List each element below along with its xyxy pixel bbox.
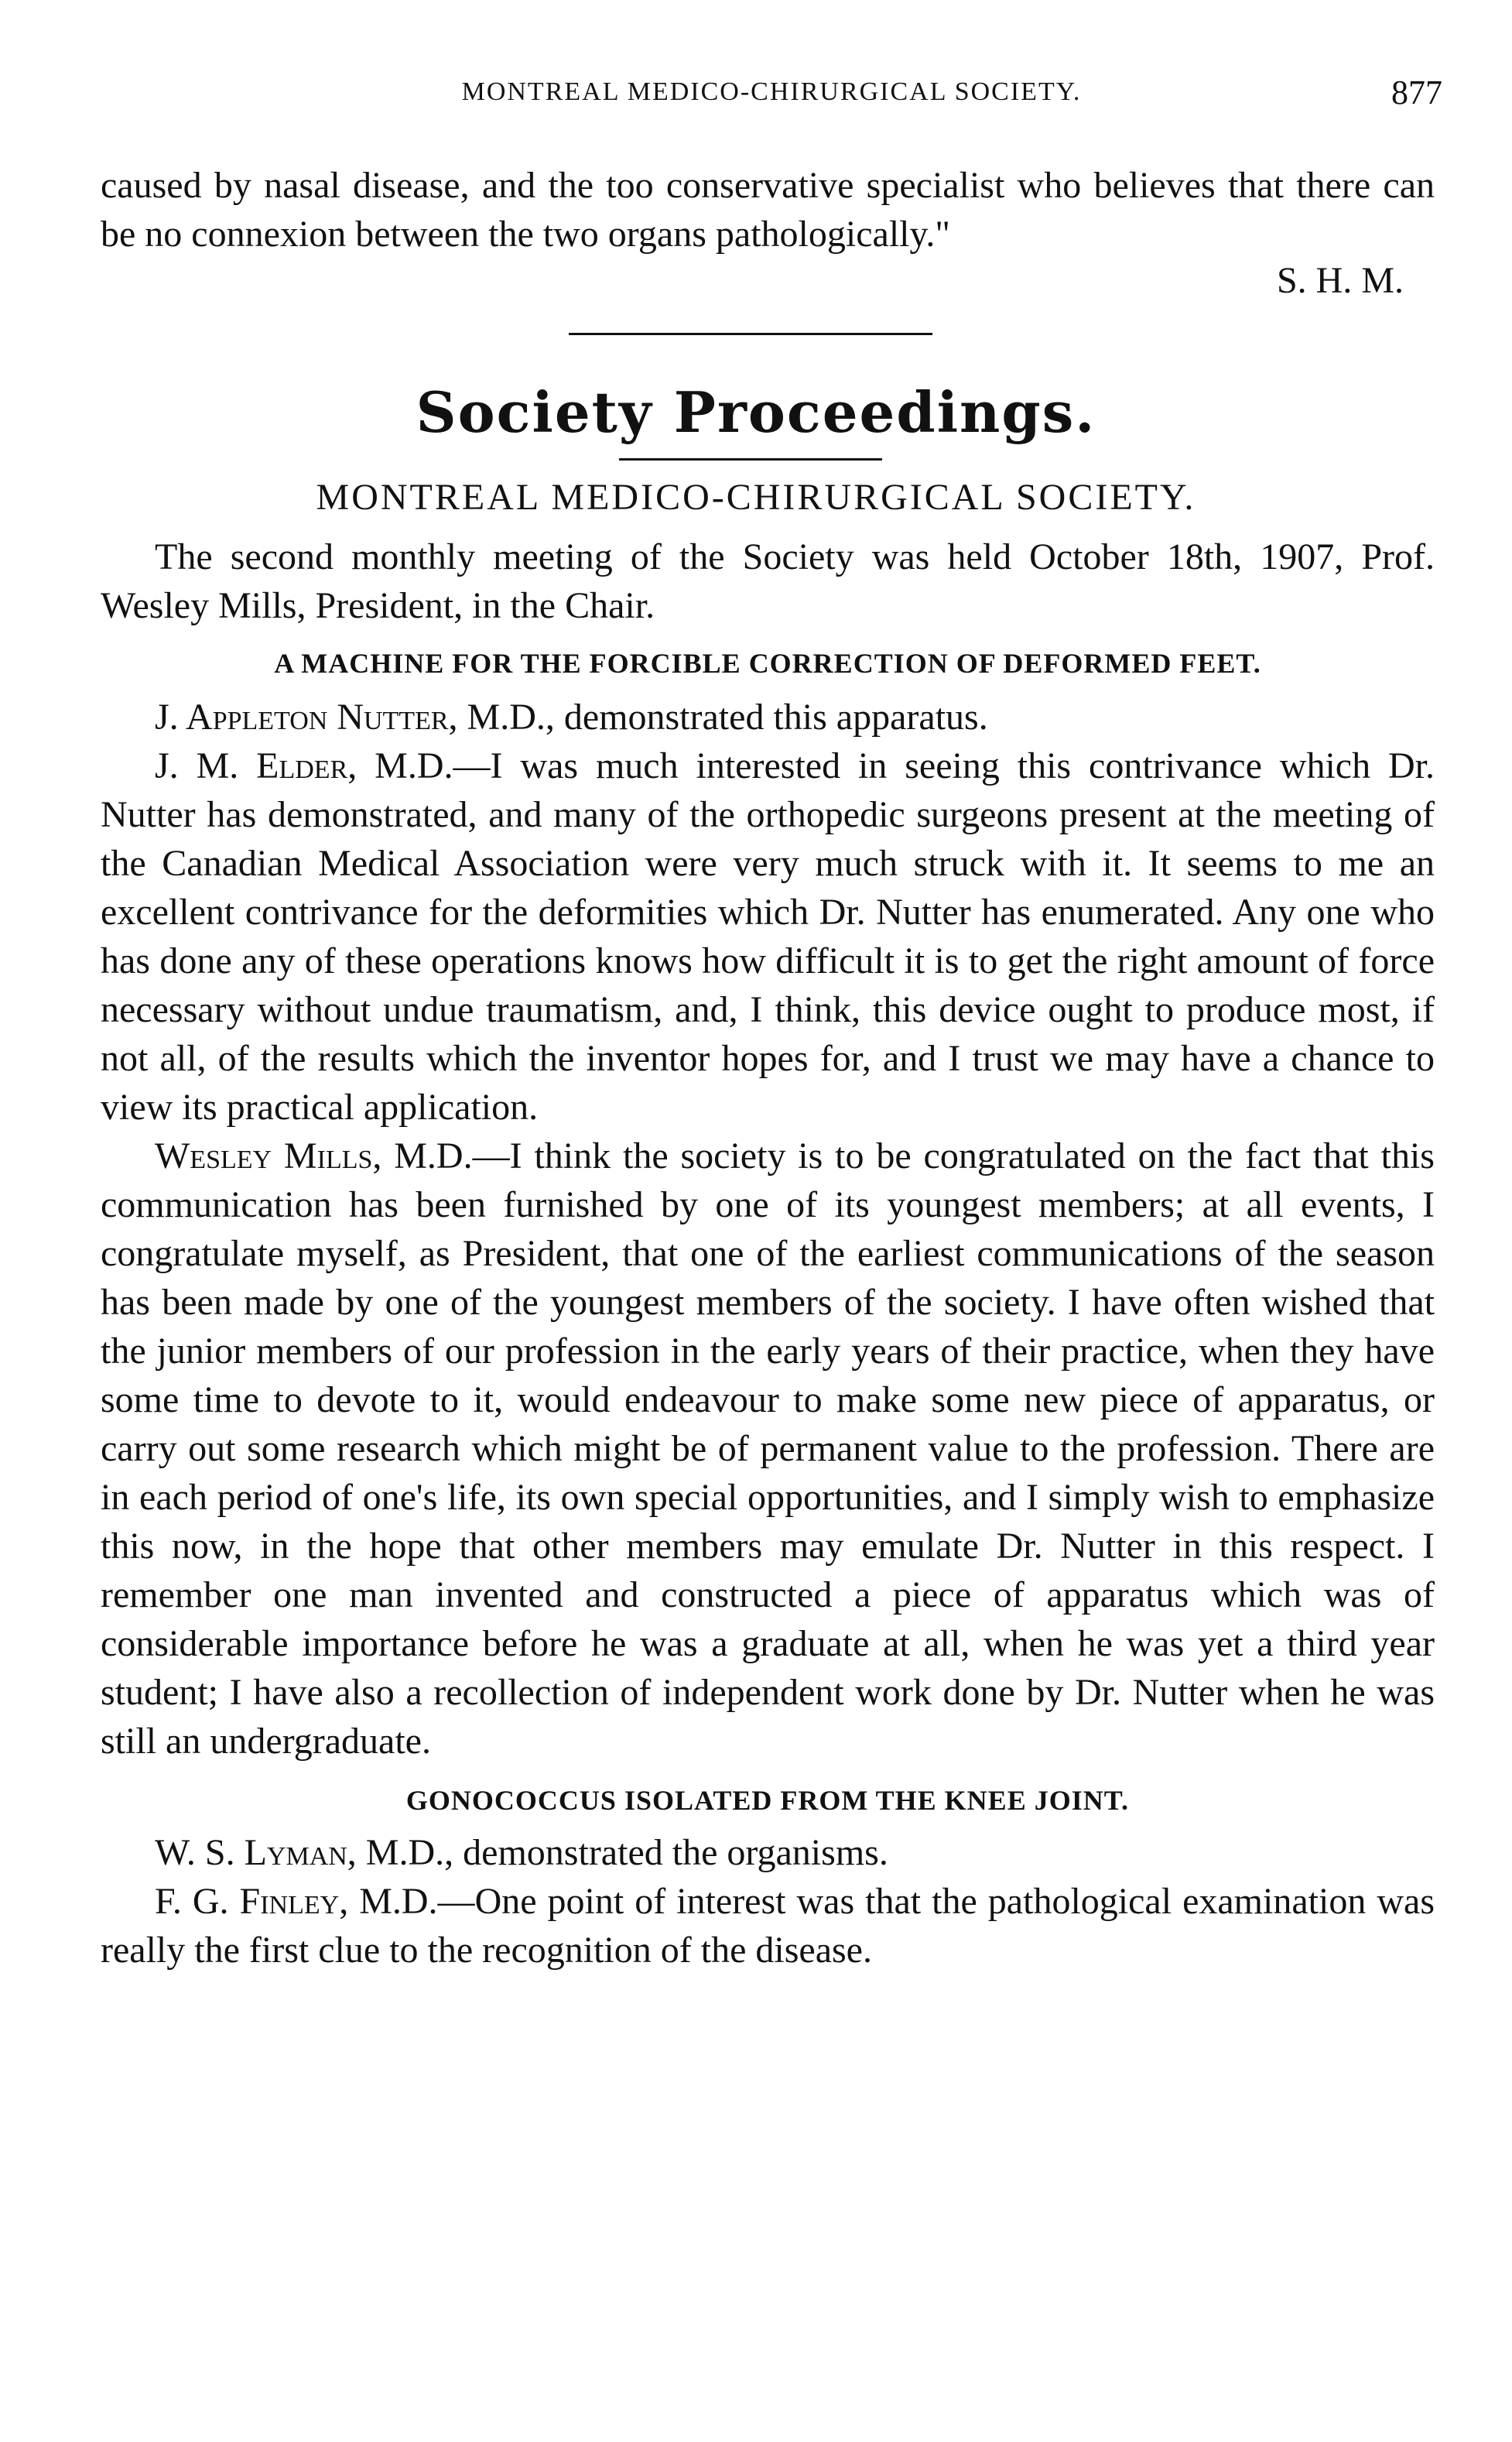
speaker-name: F. G. Finley, M.D. (155, 1881, 438, 1922)
paragraph-nutter (101, 693, 1435, 742)
paragraph-lyman (101, 1828, 1435, 1877)
speaker-name: W. S. Lyman, M.D. (155, 1832, 445, 1873)
speaker-name: J. Appleton Nutter, M.D. (155, 697, 546, 738)
paragraph-text: —One point of interest was that the pathological examination was really the first clue to the recognition of the disease. (101, 1881, 1435, 1971)
speaker-name: J. M. Elder, M.D. (155, 745, 453, 786)
meeting-paragraph: The second monthly meeting of the Society was held October 18th, 1907, Prof. Wesley Mills, President, in the Chair. (101, 536, 1435, 626)
divider-rule-top (569, 333, 932, 335)
signature: S. H. M. (1276, 260, 1404, 301)
paragraph-text: —I think the society is to be congratulated on the fact that this communication has been furnished by one of its youngest members; at all events, I congratulate myself, as President, that one of the earliest communications of the season has been made by one of the youngest members of the society. I have often wished that the junior members of our profession in the early years of their practice, when they have some time to devote to it, would endeavour to make some new piece of apparatus, or carry out some research which might be of permanent value to the profession. There are in each period of one's life, its own special opportunities, and I simply wish to emphasize this now, in the hope that other members may emulate Dr. Nutter in this respect. I remember one man invented and constructed a piece of apparatus which was of considerable importance before he was a graduate at all, when he was yet a third year student; I have also a recollection of independent work done by Dr. Nutter when he was still an undergraduate. (101, 1135, 1435, 1762)
paragraph-elder (101, 742, 1435, 1132)
speaker-name: Wesley Mills, M.D. (155, 1135, 473, 1176)
divider-rule-bottom (619, 458, 882, 461)
running-title: MONTREAL MEDICO-CHIRURGICAL SOCIETY. (461, 77, 1082, 106)
intro-paragraph: caused by nasal disease, and the too conservative specialist who believes that there can be no connexion between the two organs pathologically." (101, 165, 1435, 255)
paragraph-text: , demonstrated the organisms. (444, 1832, 888, 1873)
intro-block (101, 161, 1435, 259)
society-heading: MONTREAL MEDICO-CHIRURGICAL SOCIETY. (316, 477, 1196, 518)
paragraph-text: , demonstrated this apparatus. (545, 697, 988, 738)
page-number: 877 (1391, 74, 1442, 111)
paragraph-finley (101, 1877, 1435, 1974)
main-text (101, 533, 1435, 1974)
paragraph-mills (101, 1132, 1435, 1766)
section-heading-gonococcus: GONOCOCCUS ISOLATED FROM THE KNEE JOINT. (405, 1785, 1130, 1816)
paragraph-text: —I was much interested in seeing this contrivance which Dr. Nutter has demonstrated, and many of the orthopedic surgeons present at the meeting of the Canadian Medical Association were very much struck with it. It seems to me an excellent contrivance for the deformities which Dr. Nutter has enumerated. Any one who has done any of these operations knows how difficult it is to get the right amount of force necessary without undue traumatism, and, I think, this device ought to produce most, if not all, of the results which the inventor hopes for, and I trust we may have a chance to view its practical application. (101, 745, 1435, 1128)
proceedings-title: Society Proceedings. (416, 379, 1096, 445)
section-heading-feet: A MACHINE FOR THE FORCIBLE CORRECTION OF DEFORMED FEET. (274, 648, 1261, 679)
page-header (101, 74, 1442, 132)
